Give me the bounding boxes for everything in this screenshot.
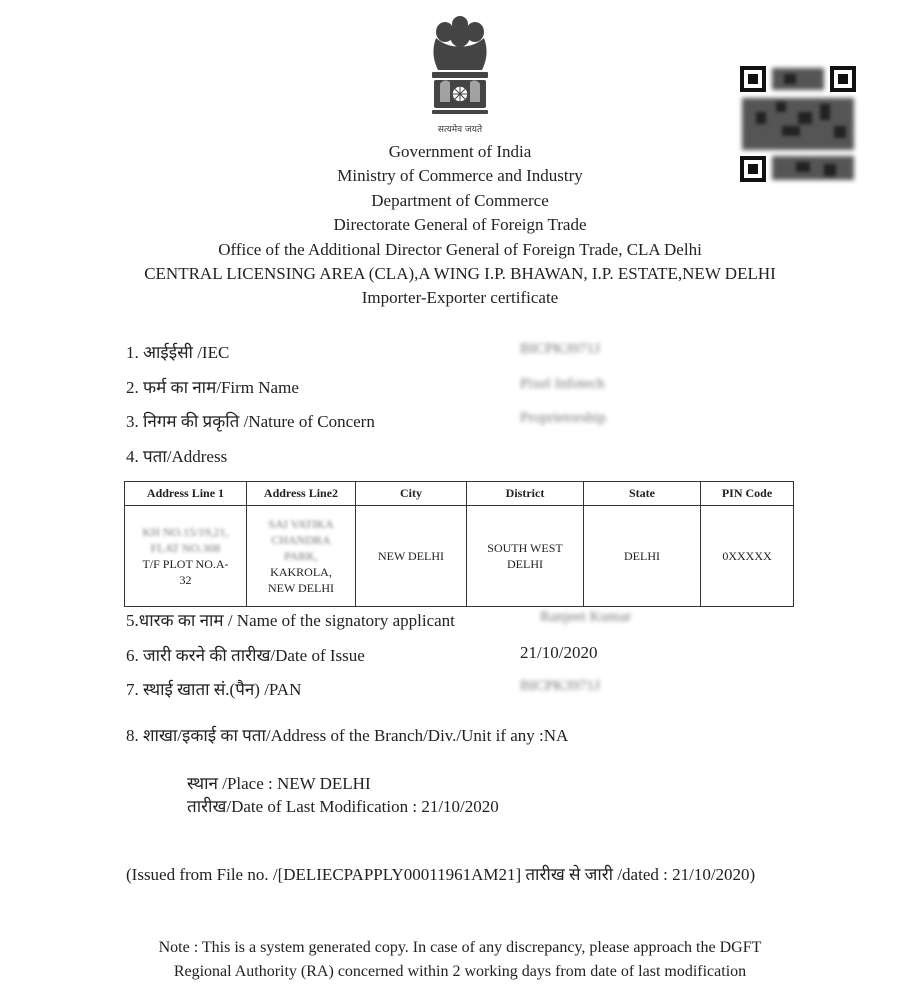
address-table [124, 481, 794, 607]
national-emblem [410, 14, 510, 140]
document-header [0, 140, 920, 311]
iec-label: 1. आईईसी /IEC [126, 343, 230, 362]
iec-value: BICPK3971J [520, 341, 601, 357]
signatory-label: 5.धारक का नाम / Name of the signatory applicant [126, 611, 455, 630]
city-cell: NEW DELHI [356, 506, 467, 607]
branch-label: 8. शाखा/इकाई का पता/Address of the Branch/Div./Unit if any :NA [126, 726, 569, 745]
col-city: City [356, 482, 467, 506]
certificate-title: Importer-Exporter certificate [361, 288, 559, 308]
system-note [0, 936, 920, 984]
last-modification-line: तारीख/Date of Last Modification : 21/10/2020 [187, 797, 499, 816]
date-issue-value: 21/10/2020 [520, 643, 598, 662]
pin-code-cell: 0XXXXX [701, 506, 794, 607]
col-state: State [584, 482, 701, 506]
nature-value: Proprietorship [520, 410, 606, 426]
col-pin-code: PIN Code [701, 482, 794, 506]
address-table-header [125, 482, 794, 506]
note-line-1: Note : This is a system generated copy. In case of any discrepancy, please approach the DGFT [158, 939, 762, 956]
address-label: 4. पता/Address [126, 447, 228, 466]
address-line1-cell: KH NO.15/19,21, FLAT NO.308 T/F PLOT NO.A- 32 [125, 506, 247, 607]
issued-from-line: (Issued from File no. /[DELIECPAPPLY00011961AM21] तारीख से जारी /dated : 21/10/2020) [126, 865, 756, 884]
address-line2-cell: SAI VATIKA CHANDRA PARK, KAKROLA, NEW DELHI [247, 506, 356, 607]
header-line-ministry: Ministry of Commerce and Industry [337, 166, 583, 186]
header-line-directorate: Directorate General of Foreign Trade [333, 215, 587, 235]
header-line-address: CENTRAL LICENSING AREA (CLA),A WING I.P. BHAWAN, I.P. ESTATE,NEW DELHI [144, 264, 776, 284]
col-address-line1: Address Line 1 [125, 482, 247, 506]
col-address-line2: Address Line2 [247, 482, 356, 506]
col-district: District [467, 482, 584, 506]
firm-name-label: 2. फर्म का नाम/Firm Name [126, 378, 299, 397]
pan-value: BICPK3971J [520, 678, 601, 694]
firm-name-value: Pixel Infotech [520, 376, 605, 392]
place-line: स्थान /Place : NEW DELHI [187, 774, 371, 793]
pan-label: 7. स्थाई खाता सं.(पैन) /PAN [126, 680, 302, 699]
emblem-motto: सत्यमेव जयते [437, 125, 483, 135]
note-line-2: Regional Authority (RA) concerned within 2 working days from date of last modification [173, 963, 747, 980]
header-line-government: Government of India [388, 142, 532, 161]
date-issue-label: 6. जारी करने की तारीख/Date of Issue [126, 646, 365, 665]
nature-label: 3. निगम की प्रकृति /Nature of Concern [126, 412, 375, 431]
signatory-value: Ranjeet Kumar [540, 609, 632, 625]
ashoka-lion-capital-icon [410, 14, 510, 140]
header-line-department: Department of Commerce [371, 190, 549, 210]
state-cell: DELHI [584, 506, 701, 607]
header-line-office: Office of the Additional Director General of Foreign Trade, CLA Delhi [218, 239, 702, 259]
address-table-row [125, 506, 794, 607]
district-cell: SOUTH WEST DELHI [467, 506, 584, 607]
